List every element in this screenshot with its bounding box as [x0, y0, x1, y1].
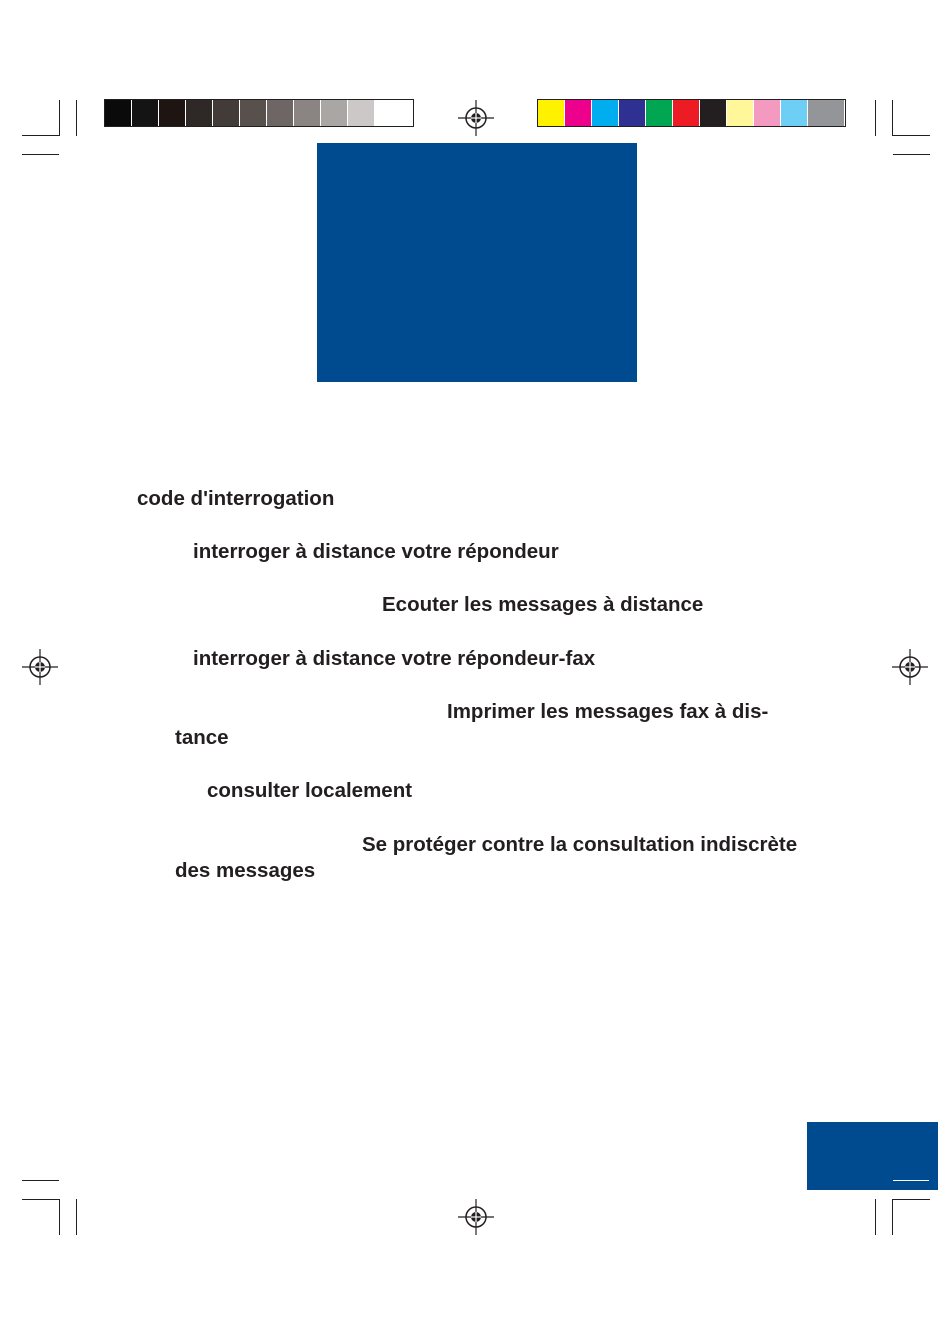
color-swatch [781, 100, 808, 126]
color-swatch [592, 100, 619, 126]
grayscale-swatch [105, 100, 132, 126]
crop-mark [22, 1180, 59, 1181]
color-swatch [646, 100, 673, 126]
grayscale-swatch [375, 100, 413, 126]
text-ecouter-messages: Ecouter les messages à distance [382, 593, 704, 616]
crop-mark [875, 100, 876, 136]
text-se-proteger-cont: des messages [175, 859, 316, 882]
header-blue-block [317, 143, 637, 382]
grayscale-swatch [267, 100, 294, 126]
color-swatch [727, 100, 754, 126]
grayscale-swatch [132, 100, 159, 126]
grayscale-swatch [348, 100, 375, 126]
grayscale-swatch [186, 100, 213, 126]
text-code-interrogation: code d'interrogation [137, 487, 335, 510]
color-swatch [565, 100, 592, 126]
text-interroger-repondeur-fax: interroger à distance votre répondeur-fax [193, 647, 596, 670]
crop-mark [892, 100, 893, 136]
crop-mark [76, 100, 77, 136]
registration-mark-right-icon [892, 649, 928, 685]
grayscale-swatch [321, 100, 348, 126]
page-tab-rule [893, 1180, 929, 1181]
crop-mark [893, 1199, 930, 1200]
crop-mark [59, 100, 60, 136]
registration-mark-left-icon [22, 649, 58, 685]
text-imprimer-messages: Imprimer les messages fax à dis- [447, 700, 769, 723]
text-se-proteger: Se protéger contre la consultation indiscrète [362, 833, 798, 856]
grayscale-swatch [240, 100, 267, 126]
color-swatch [754, 100, 781, 126]
crop-mark [22, 135, 59, 136]
grayscale-swatch [294, 100, 321, 126]
crop-mark [893, 154, 930, 155]
text-imprimer-messages-cont: tance [175, 726, 229, 749]
color-swatch [619, 100, 646, 126]
crop-mark [892, 1199, 893, 1235]
crop-mark [22, 154, 59, 155]
color-swatch [673, 100, 700, 126]
color-calibration-bar [537, 99, 846, 127]
crop-mark [59, 1199, 60, 1235]
crop-mark [893, 135, 930, 136]
color-swatch [808, 100, 845, 126]
grayscale-calibration-bar [104, 99, 414, 127]
grayscale-swatch [159, 100, 186, 126]
color-swatch [538, 100, 565, 126]
grayscale-swatch [213, 100, 240, 126]
color-swatch [700, 100, 727, 126]
crop-mark [76, 1199, 77, 1235]
text-consulter-localement: consulter localement [207, 779, 413, 802]
crop-mark [22, 1199, 59, 1200]
registration-mark-bottom-icon [458, 1199, 494, 1235]
registration-mark-top-icon [458, 100, 494, 136]
text-interroger-repondeur: interroger à distance votre répondeur [193, 540, 559, 563]
crop-mark [875, 1199, 876, 1235]
